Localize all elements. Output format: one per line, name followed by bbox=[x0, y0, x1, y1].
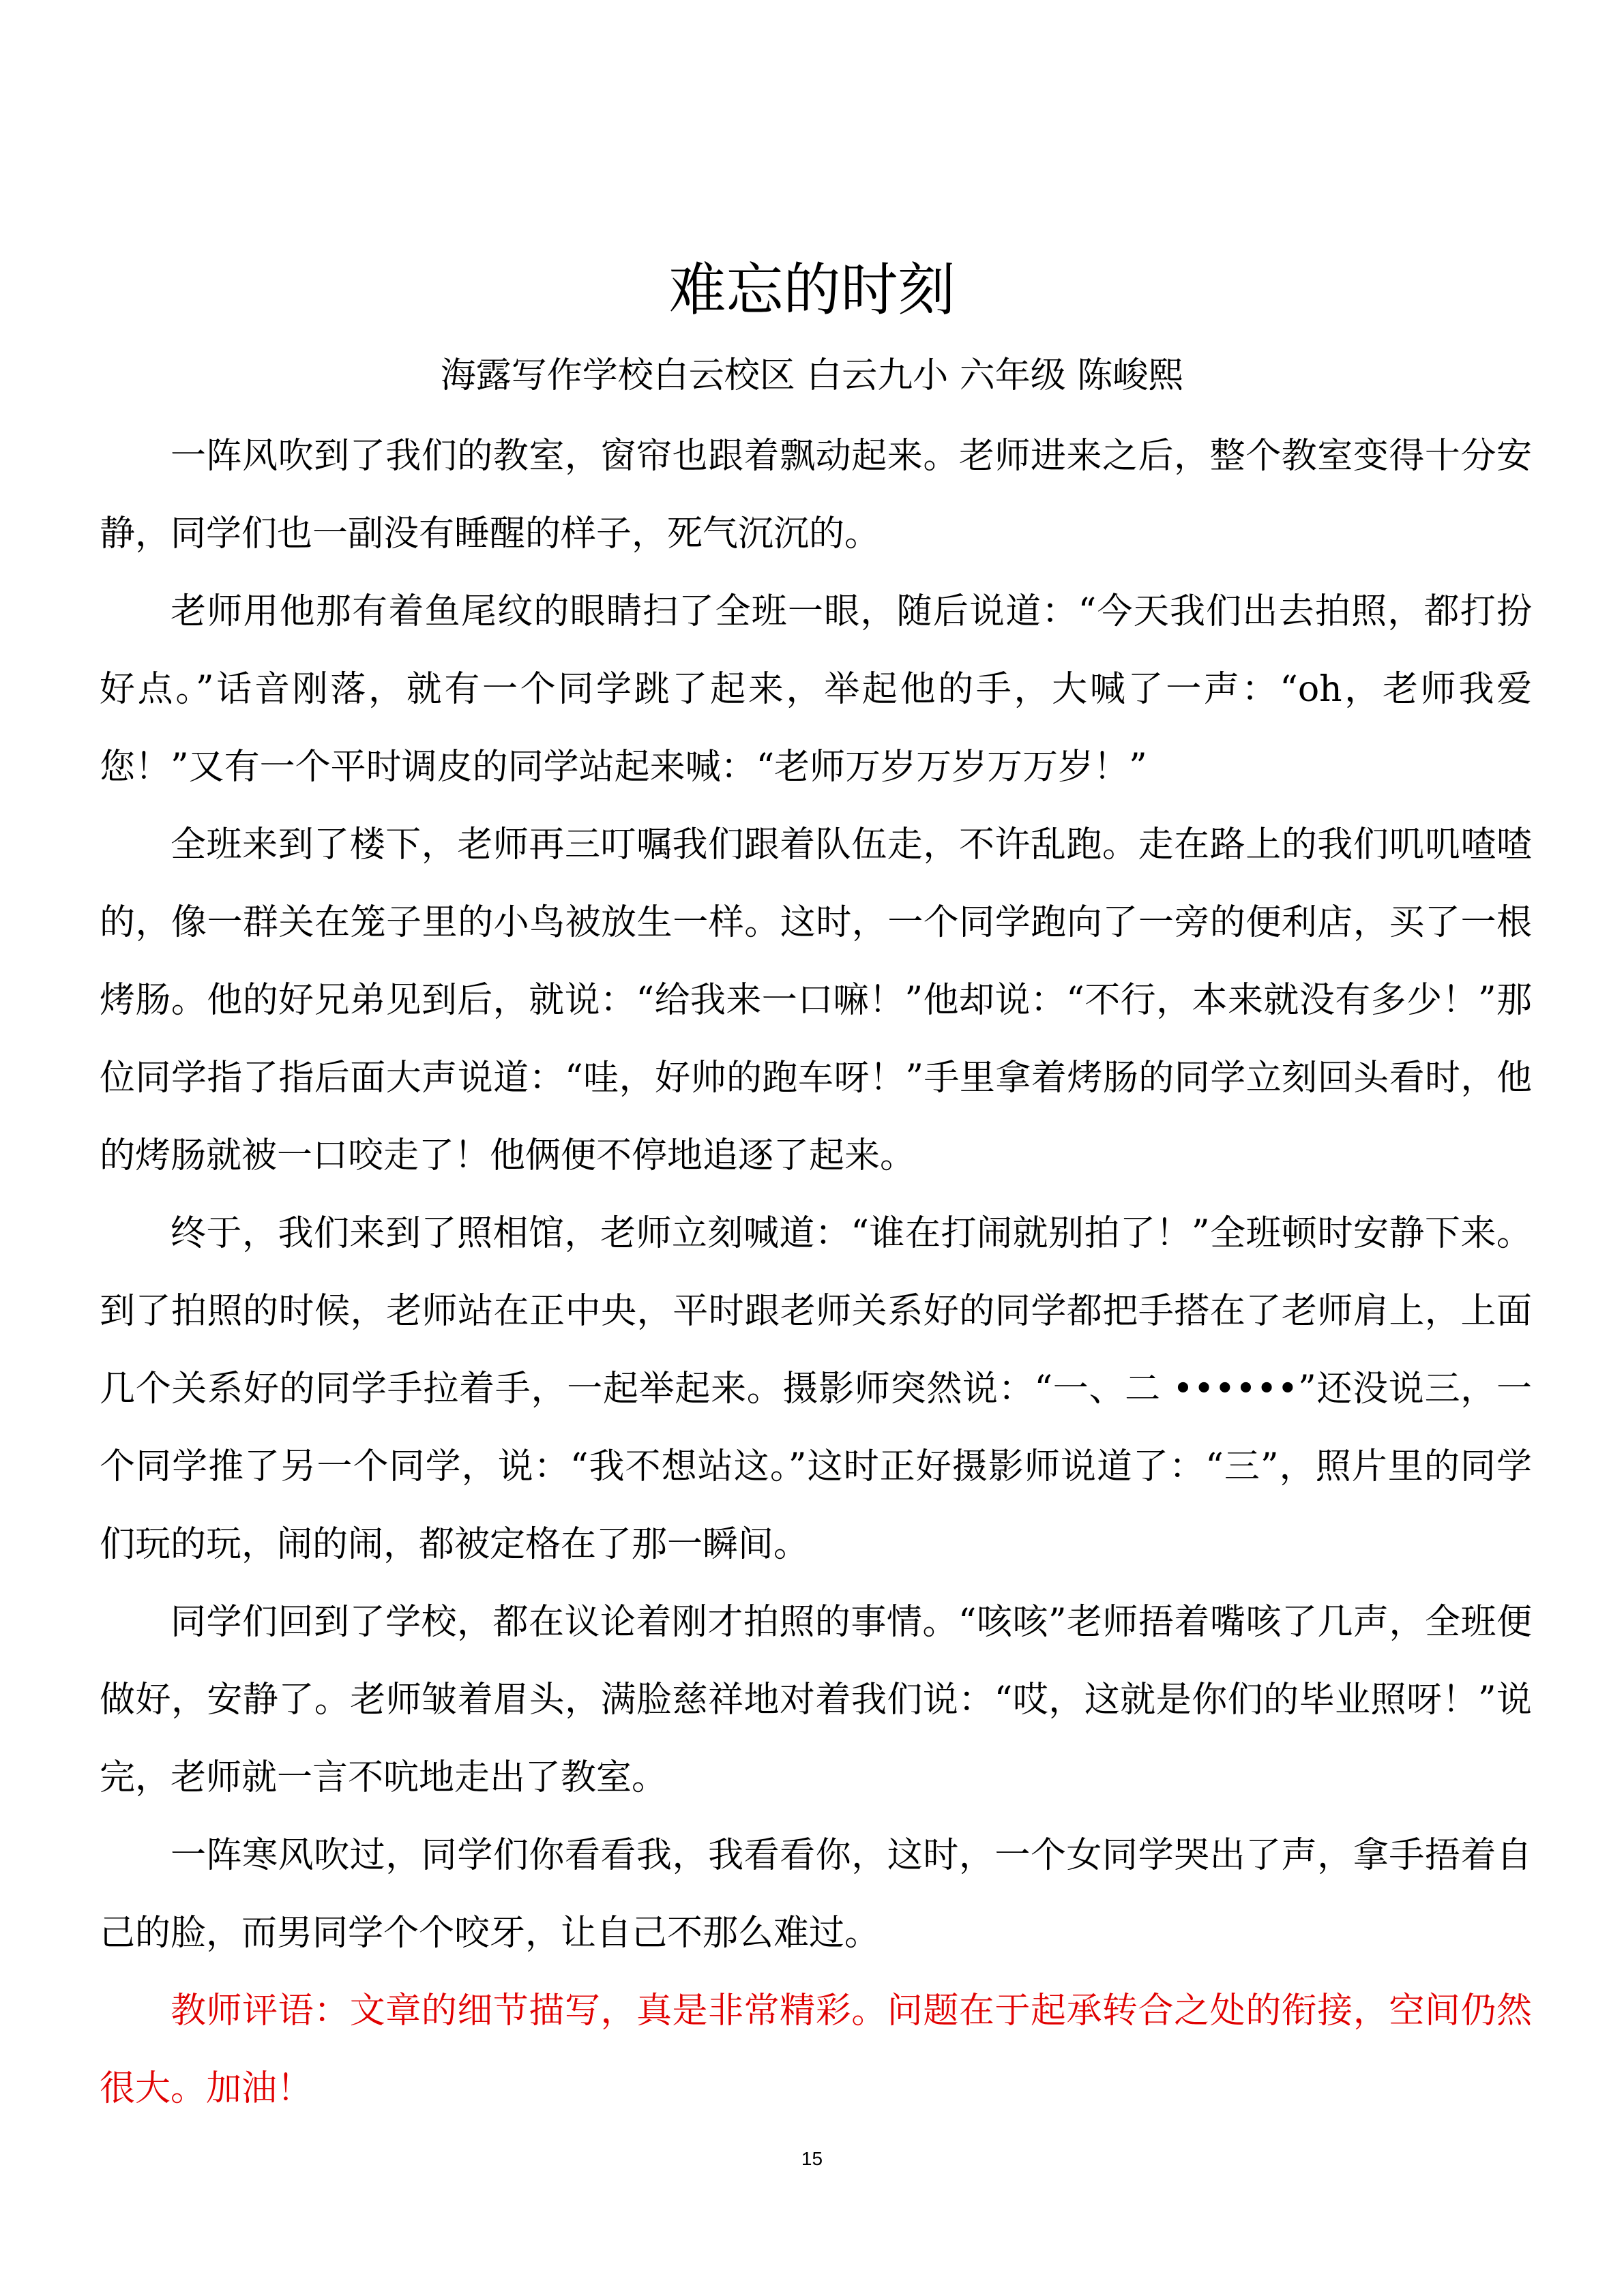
teacher-comment: 教师评语：文章的细节描写，真是非常精彩。问题在于起承转合之处的衔接，空间仍然很大。加油！ bbox=[100, 1991, 1532, 2109]
paragraph: 一阵风吹到了我们的教室，窗帘也跟着飘动起来。老师进来之后，整个教室变得十分安静，同学们也一副没有睡醒的样子，死气沉沉的。 bbox=[100, 436, 1532, 554]
paragraph: 同学们回到了学校，都在议论着刚才拍照的事情。“咳咳”老师捂着嘴咳了几声，全班便做好，安静了。老师皱着眉头，满脸慈祥地对着我们说：“哎，这就是你们的毕业照呀！”说完，老师就一言不吭地走出了教室。 bbox=[100, 1602, 1532, 1798]
paragraph: 一阵寒风吹过，同学们你看看我，我看看你，这时，一个女同学哭出了声，拿手捂着自己的脸，而男同学个个咬牙，让自己不那么难过。 bbox=[100, 1835, 1532, 1954]
page-number: 15 bbox=[801, 2148, 823, 2169]
author-byline: 海露写作学校白云校区 白云九小 六年级 陈峻熙 bbox=[440, 355, 1184, 396]
paragraph: 全班来到了楼下，老师再三叮嘱我们跟着队伍走，不许乱跑。走在路上的我们叽叽喳喳的，像一群关在笼子里的小鸟被放生一样。这时，一个同学跑向了一旁的便利店，买了一根烤肠。他的好兄弟见到后，就说：“给我来一口嘛！”他却说：“不行，本来就没有多少！”那位同学指了指后面大声说道：“哇，好帅的跑车呀！”手里拿着烤肠的同学立刻回头看时，他的烤肠就被一口咬走了！他俩便不停地追逐了起来。 bbox=[100, 824, 1532, 1176]
paragraph: 老师用他那有着鱼尾纹的眼睛扫了全班一眼，随后说道：“今天我们出去拍照，都打扮好点。”话音刚落，就有一个同学跳了起来，举起他的手，大喊了一声：“oh，老师我爱您！”又有一个平时调皮的同学站起来喊：“老师万岁万岁万万岁！” bbox=[100, 591, 1532, 788]
article-body bbox=[100, 417, 1532, 2128]
paragraph: 终于，我们来到了照相馆，老师立刻喊道：“谁在打闹就别拍了！”全班顿时安静下来。到了拍照的时候，老师站在正中央，平时跟老师关系好的同学都把手搭在了老师肩上，上面几个关系好的同学手拉着手，一起举起来。摄影师突然说：“一、二 ••••••”还没说三，一个同学推了另一个同学，说：“我不想站这。”这时正好摄影师说道了：“三”，照片里的同学们玩的玩，闹的闹，都被定格在了那一瞬间。 bbox=[100, 1213, 1532, 1565]
article-title: 难忘的时刻 bbox=[668, 256, 956, 323]
